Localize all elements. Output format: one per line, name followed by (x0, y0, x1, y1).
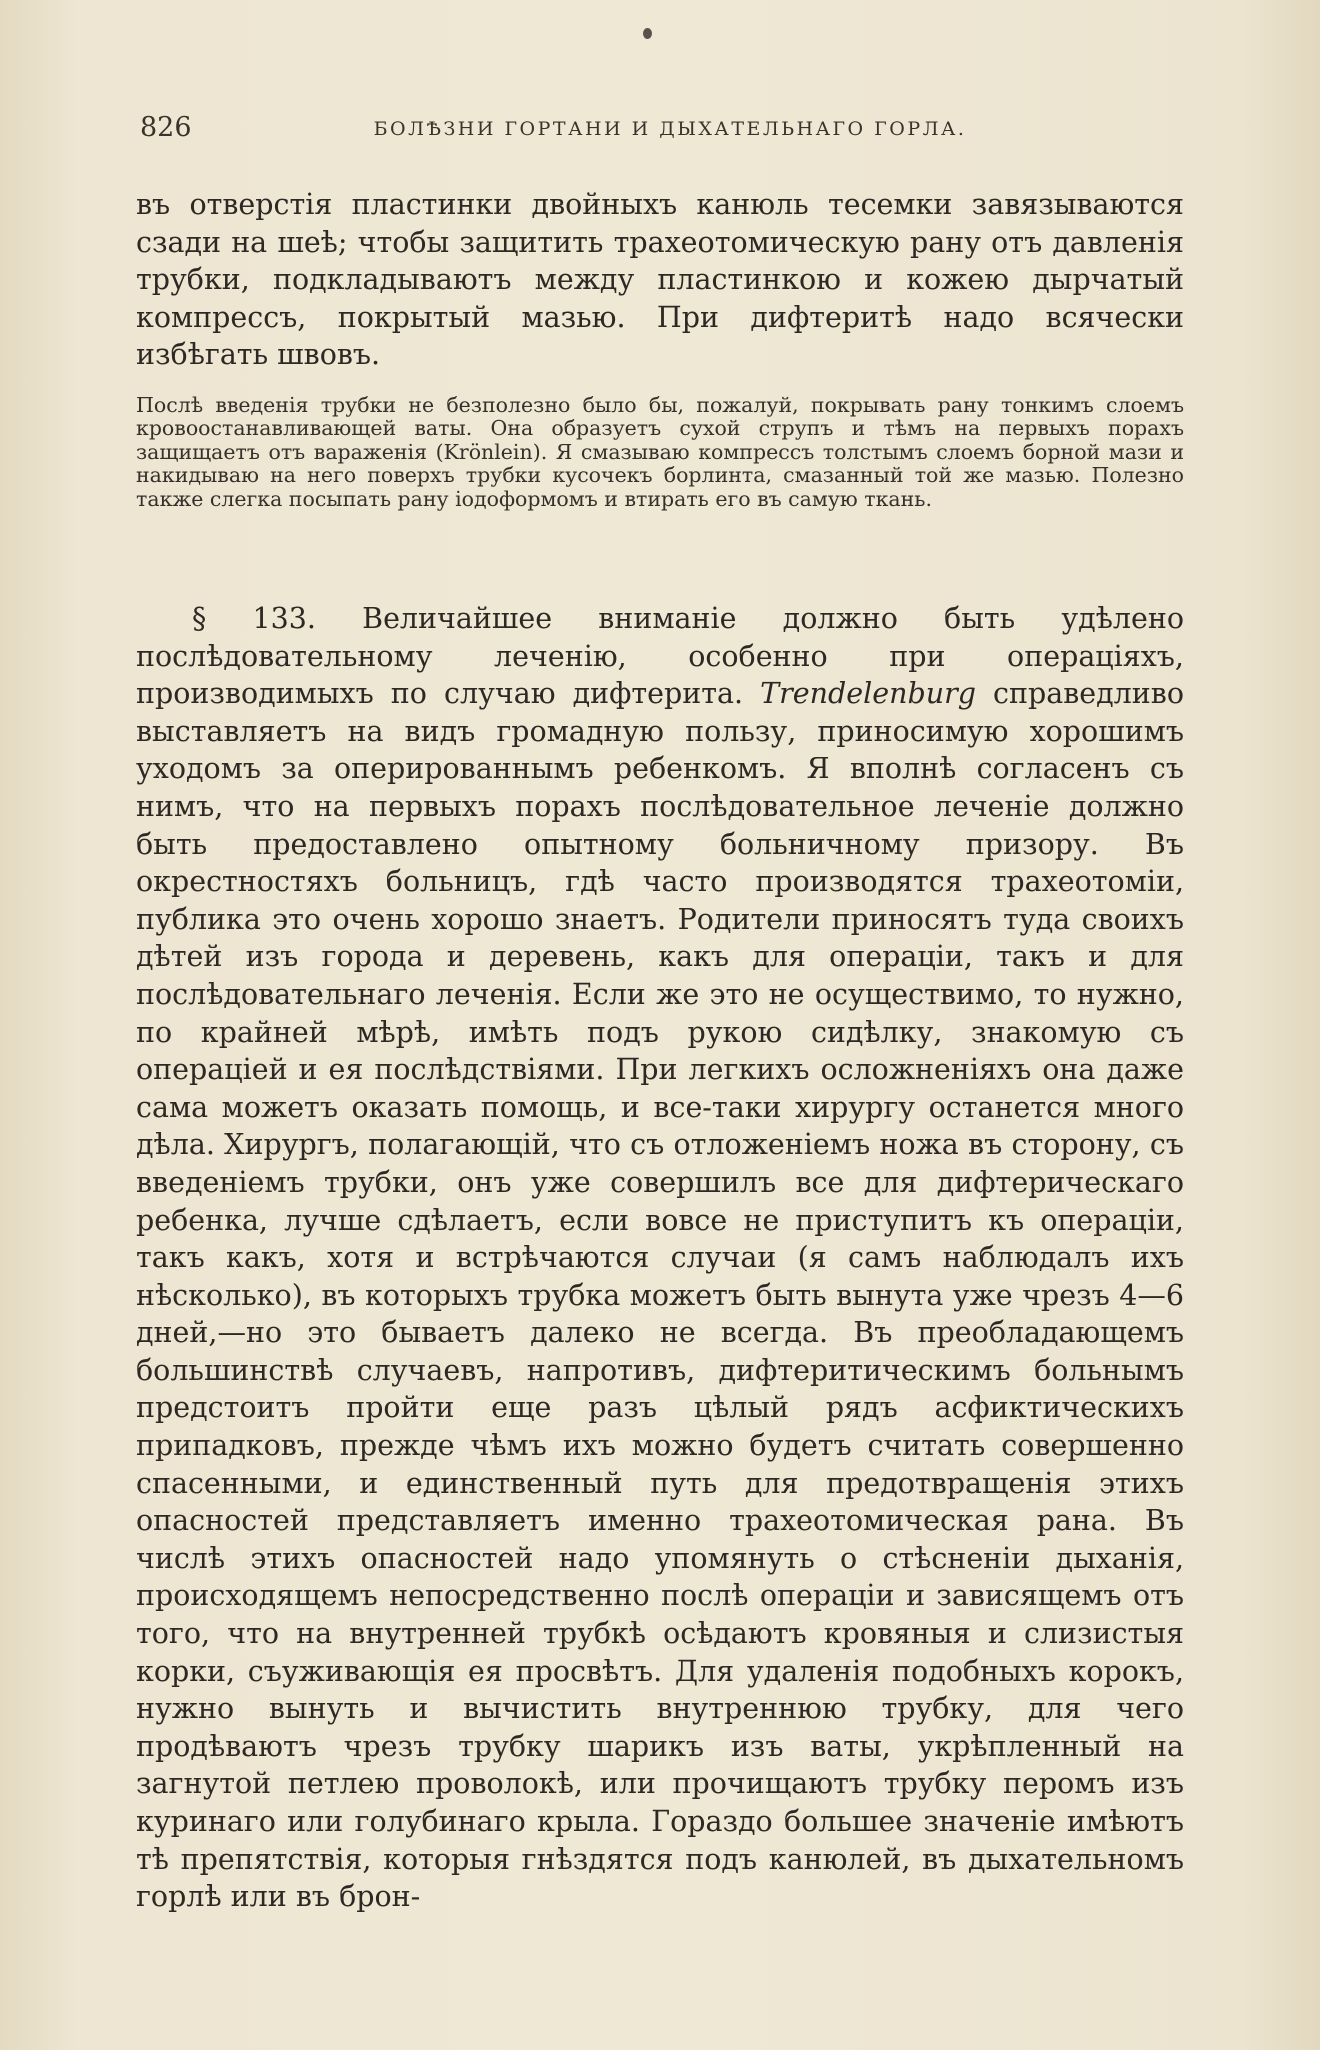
page-number: 826 (140, 112, 192, 143)
section-text-part1: Величайшее вниманіе должно быть удѣлено послѣдовательному леченію, особенно при операціяхъ, производимыхъ по случаю дифтерита. (136, 602, 1184, 711)
paragraph-continuation: въ отверстія пластинки двойныхъ канюль тесемки завязываются сзади на шеѣ; чтобы защитить трахеотомическую рану отъ давленія трубки, подкладываютъ между пластинкою и кожею дырчатый компрессъ, покрытый мазью. При дифтеритѣ надо всячески избѣгать швовъ. (136, 188, 1184, 372)
page-header (140, 112, 1180, 152)
section-text-part2: справедливо выставляетъ на видъ громадную пользу, приносимую хорошимъ уходомъ за оперированнымъ ребенкомъ. Я вполнѣ согласенъ съ нимъ, что на первыхъ порахъ послѣдовательное леченіе должно быть предоставлено опытному больничному призору. Въ окрестностяхъ больницъ, гдѣ часто производятся трахеотоміи, публика это очень хорошо знаетъ. Родители приносятъ туда своихъ дѣтей изъ города и деревень, какъ для операціи, такъ и для послѣдовательнаго леченія. Если же это не осуществимо, то нужно, по крайней мѣрѣ, имѣть подъ рукою сидѣлку, знакомую съ операціей и ея послѣдствіями. При легкихъ осложненіяхъ она даже сама можетъ оказать помощь, и все-таки хирургу останется много дѣла. Хирургъ, полагающій, что съ отложеніемъ ножа въ сторону, съ введеніемъ трубки, онъ уже совершилъ все для дифтерическаго ребенка, лучше сдѣлаетъ, если вовсе не приступитъ къ операціи, такъ какъ, хотя и встрѣчаются случаи (я самъ наблюдалъ ихъ нѣсколько), въ которыхъ трубка можетъ быть вынута уже чрезъ 4—6 дней,—но это бываетъ далеко не всегда. Въ преобладающемъ большинствѣ случаевъ, напротивъ, дифтеритическимъ больнымъ предстоитъ пройти еще разъ цѣлый рядъ асфиктическихъ припадковъ, прежде чѣмъ ихъ можно будетъ считать совершенно спасенными, и единственный путь для предотвращенія этихъ опасностей представляетъ именно трахеотомическая рана. Въ числѣ этихъ опасностей надо упомянуть о стѣсненіи дыханія, происходящемъ непосредственно послѣ операціи и зависящемъ отъ того, что на внутренней трубкѣ осѣдаютъ кровяныя и слизистыя корки, съуживающія ея просвѣтъ. Для удаленія подобныхъ корокъ, нужно вынуть и вычистить внутреннюю трубку, для чего продѣваютъ чрезъ трубку шарикъ изъ ваты, укрѣпленный на загнутой петлею проволокѣ, или прочищаютъ трубку перомъ изъ куринаго или голубинаго крыла. Гораздо большее значеніе имѣютъ тѣ препятствія, которыя гнѣздятся подъ канюлей, въ дыхательномъ горлѣ или въ брон- (136, 677, 1184, 1914)
section-number: § 133. (192, 602, 316, 635)
footnote-paragraph: Послѣ введенія трубки не безполезно было бы, пожалуй, покрывать рану тонкимъ слоемъ кровоостанавливающей ваты. Она образуетъ сухой струпъ и тѣмъ на первыхъ порахъ защищаетъ отъ вараженія (Krönlein). Я смазываю компрессъ толстымъ слоемъ борной мази и накидываю на него поверхъ трубки кусочекъ борлинта, смазанный той же мазью. Полезно также слегка посыпать рану іодоформомъ и втирать его въ самую ткань. (136, 393, 1184, 511)
ink-spot (643, 28, 652, 39)
section-paragraph (136, 600, 1184, 1916)
author-name: Trendelenburg (760, 677, 976, 711)
running-title: БОЛѢЗНИ ГОРТАНИ И ДЫХАТЕЛЬНАГО ГОРЛА. (373, 118, 967, 140)
